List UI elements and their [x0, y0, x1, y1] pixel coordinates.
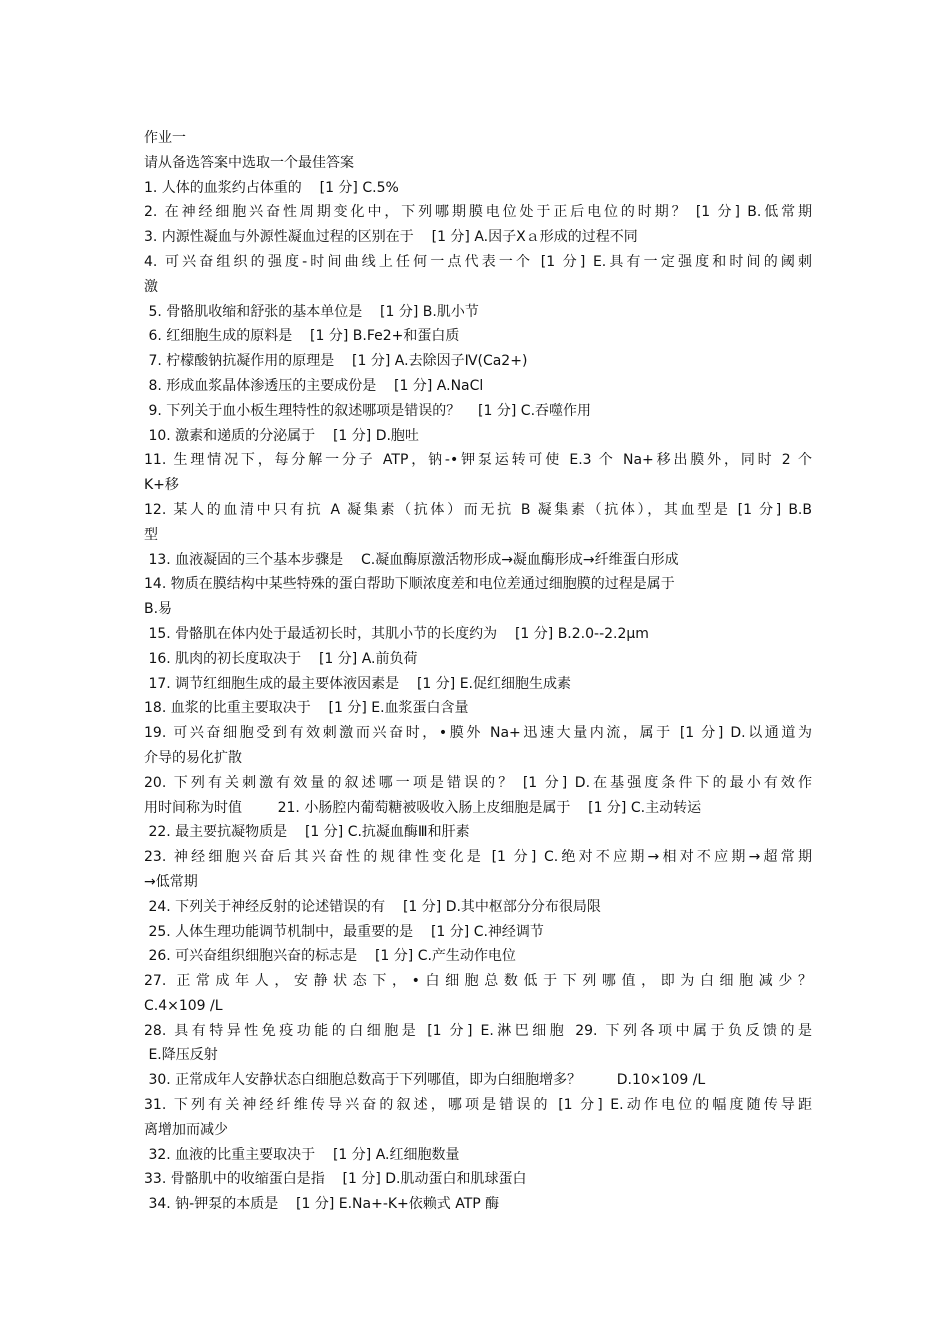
question-line: 16. 肌肉的初长度取决于 [1 分] A.前负荷 — [144, 650, 418, 667]
question-line: 22. 最主要抗凝物质是 [1 分] C.抗凝血酶Ⅲ和肝素 — [144, 824, 470, 841]
question-line: 27. 正常成年人，安静状态下，•白细胞总数低于下列哪值，即为白细胞减少？ — [144, 973, 812, 990]
question-line: B.易 — [144, 601, 173, 618]
question-line: 23. 神经细胞兴奋后其兴奋性的规律性变化是 [1 分] C.绝对不应期→相对不应期→超常期 — [144, 849, 812, 866]
question-line: 10. 激素和递质的分泌属于 [1 分] D.胞吐 — [144, 427, 419, 444]
question-line: 26. 可兴奋组织细胞兴奋的标志是 [1 分] C.产生动作电位 — [144, 948, 516, 965]
question-line: 介导的易化扩散 — [144, 749, 242, 766]
question-line: 1. 人体的血浆约占体重的 [1 分] C.5% — [144, 179, 399, 196]
question-line: →低常期 — [144, 873, 198, 890]
document-body — [144, 126, 812, 1217]
question-line: E.降压反射 — [144, 1047, 218, 1064]
question-line: 8. 形成血浆晶体渗透压的主要成份是 [1 分] A.NaCl — [144, 377, 484, 394]
question-line: C.4×109 /L — [144, 997, 223, 1014]
question-line: 17. 调节红细胞生成的最主要体液因素是 [1 分] E.促红细胞生成素 — [144, 675, 571, 692]
question-line: 用时间称为时值 21. 小肠腔内葡萄糖被吸收入肠上皮细胞是属于 [1 分] C.主动转运 — [144, 799, 702, 816]
question-line: 25. 人体生理功能调节机制中，最重要的是 [1 分] C.神经调节 — [144, 923, 544, 940]
question-line: 32. 血液的比重主要取决于 [1 分] A.红细胞数量 — [144, 1146, 460, 1163]
question-line: 33. 骨骼肌中的收缩蛋白是指 [1 分] D.肌动蛋白和肌球蛋白 — [144, 1171, 527, 1188]
question-line: 30. 正常成年人安静状态白细胞总数高于下列哪值，即为白细胞增多？ D.10×109 /L — [144, 1072, 706, 1089]
question-line: 6. 红细胞生成的原料是 [1 分] B.Fe2+和蛋白质 — [144, 328, 460, 345]
question-line: 激 — [144, 278, 158, 295]
question-line: 14. 物质在膜结构中某些特殊的蛋白帮助下顺浓度差和电位差通过细胞膜的过程是属于 — [144, 576, 675, 593]
question-line: 2. 在神经细胞兴奋性周期变化中，下列哪期膜电位处于正后电位的时期？ [1 分] B.低常期 — [144, 204, 812, 221]
question-line: 28. 具有特异性免疫功能的白细胞是 [1 分] E.淋巴细胞 29. 下列各项中属于负反馈的是 — [144, 1022, 812, 1039]
question-line: 离增加而减少 — [144, 1121, 228, 1138]
question-line: 31. 下列有关神经纤维传导兴奋的叙述，哪项是错误的 [1 分] E.动作电位的幅度随传导距 — [144, 1097, 812, 1114]
instruction-text: 请从备选答案中选取一个最佳答案 — [144, 154, 354, 171]
question-line: 13. 血液凝固的三个基本步骤是 C.凝血酶原激活物形成→凝血酶形成→纤维蛋白形成 — [144, 551, 679, 568]
question-line: 3. 内源性凝血与外源性凝血过程的区别在于 [1 分] A.因子Ⅹａ形成的过程不同 — [144, 229, 638, 246]
question-line: 4. 可兴奋组织的强度-时间曲线上任何一点代表一个 [1 分] E.具有一定强度和时间的阈刺 — [144, 253, 812, 270]
question-line: 20. 下列有关刺激有效量的叙述哪一项是错误的？ [1 分] D.在基强度条件下的最小有效作 — [144, 774, 812, 791]
question-line: 15. 骨骼肌在体内处于最适初长时，其肌小节的长度约为 [1 分] B.2.0--2.2μm — [144, 625, 649, 642]
question-line: 34. 钠-钾泵的本质是 [1 分] E.Na+-K+依赖式 ATP 酶 — [144, 1196, 500, 1213]
question-line: 型 — [144, 526, 158, 543]
question-line: 18. 血浆的比重主要取决于 [1 分] E.血浆蛋白含量 — [144, 700, 469, 717]
question-line: 24. 下列关于神经反射的论述错误的有 [1 分] D.其中枢部分分布很局限 — [144, 898, 601, 915]
question-line: K+移 — [144, 477, 179, 494]
question-line: 11. 生理情况下，每分解一分子 ATP，钠-•钾泵运转可使 E.3 个 Na+移出膜外，同时 2 个 — [144, 452, 812, 469]
question-line: 5. 骨骼肌收缩和舒张的基本单位是 [1 分] B.肌小节 — [144, 303, 479, 320]
question-line: 7. 柠檬酸钠抗凝作用的原理是 [1 分] A.去除因子Ⅳ(Ca2+) — [144, 353, 528, 370]
document-title: 作业一 — [144, 130, 186, 146]
question-line: 12. 某人的血清中只有抗 A 凝集素（抗体）而无抗 B 凝集素（抗体），其血型是 [1 分] B.B — [144, 501, 812, 518]
question-line: 9. 下列关于血小板生理特性的叙述哪项是错误的？ [1 分] C.吞噬作用 — [144, 402, 592, 419]
question-line: 19. 可兴奋细胞受到有效刺激而兴奋时，•膜外 Na+迅速大量内流，属于 [1 分] D.以通道为 — [144, 725, 812, 742]
